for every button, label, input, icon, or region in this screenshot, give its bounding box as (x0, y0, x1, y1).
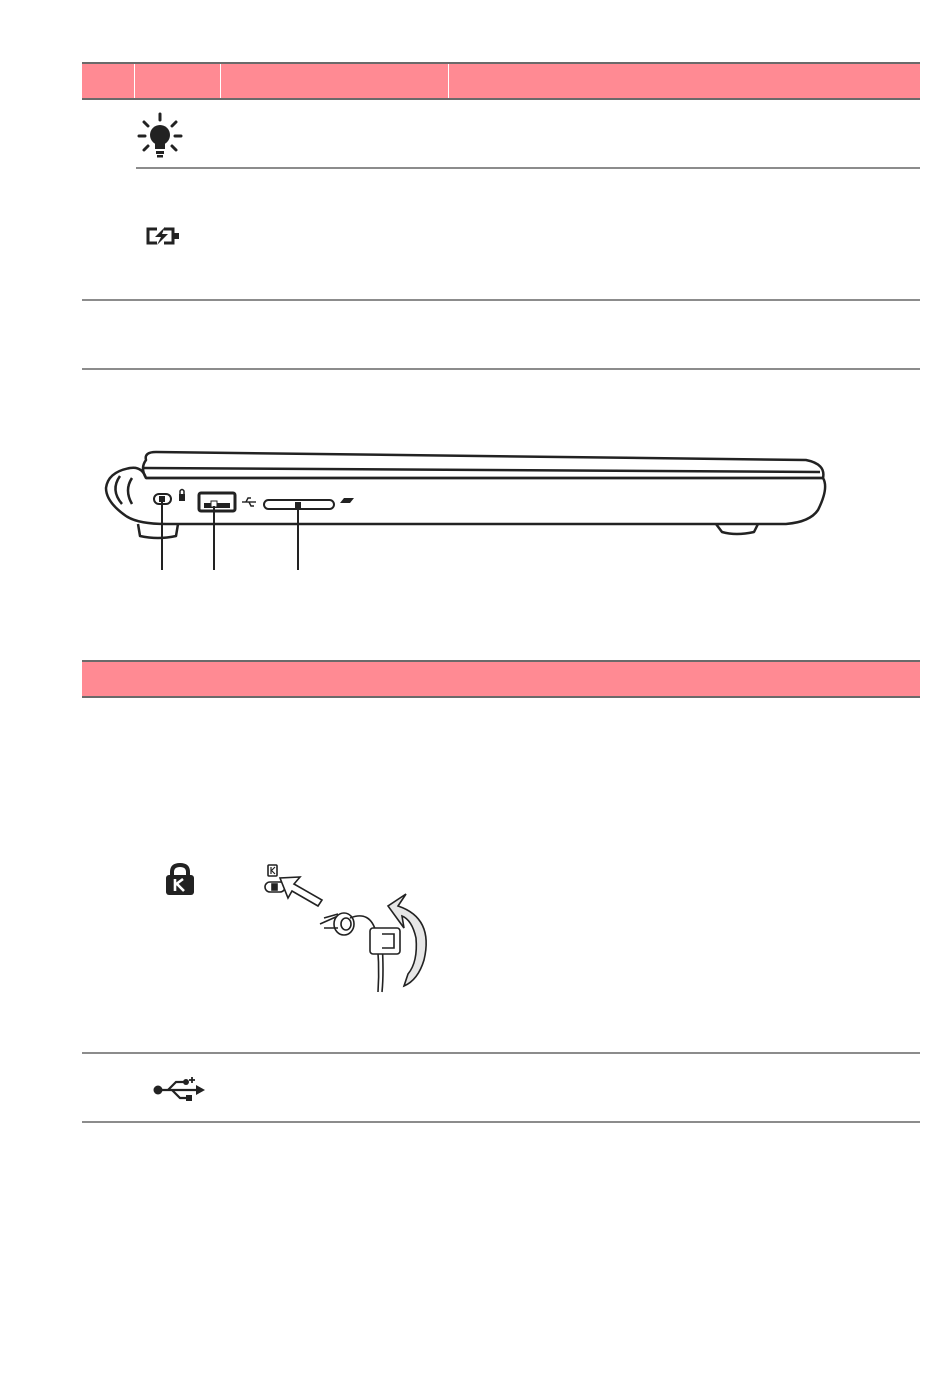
table1-bottom-rule (82, 368, 920, 370)
table1-header (82, 62, 920, 100)
kensington-lock-icon (163, 862, 197, 896)
lock-installation-illustration (258, 862, 443, 997)
table1-row-divider (136, 167, 920, 169)
usb-icon (152, 1076, 206, 1104)
table2-row-divider (82, 1052, 920, 1054)
battery-charging-icon (143, 226, 183, 246)
lightbulb-icon (136, 112, 184, 160)
table2-bottom-rule (82, 1121, 920, 1123)
table2-header (82, 660, 920, 698)
laptop-left-side-illustration (96, 446, 836, 576)
table1-row-divider (82, 299, 920, 301)
